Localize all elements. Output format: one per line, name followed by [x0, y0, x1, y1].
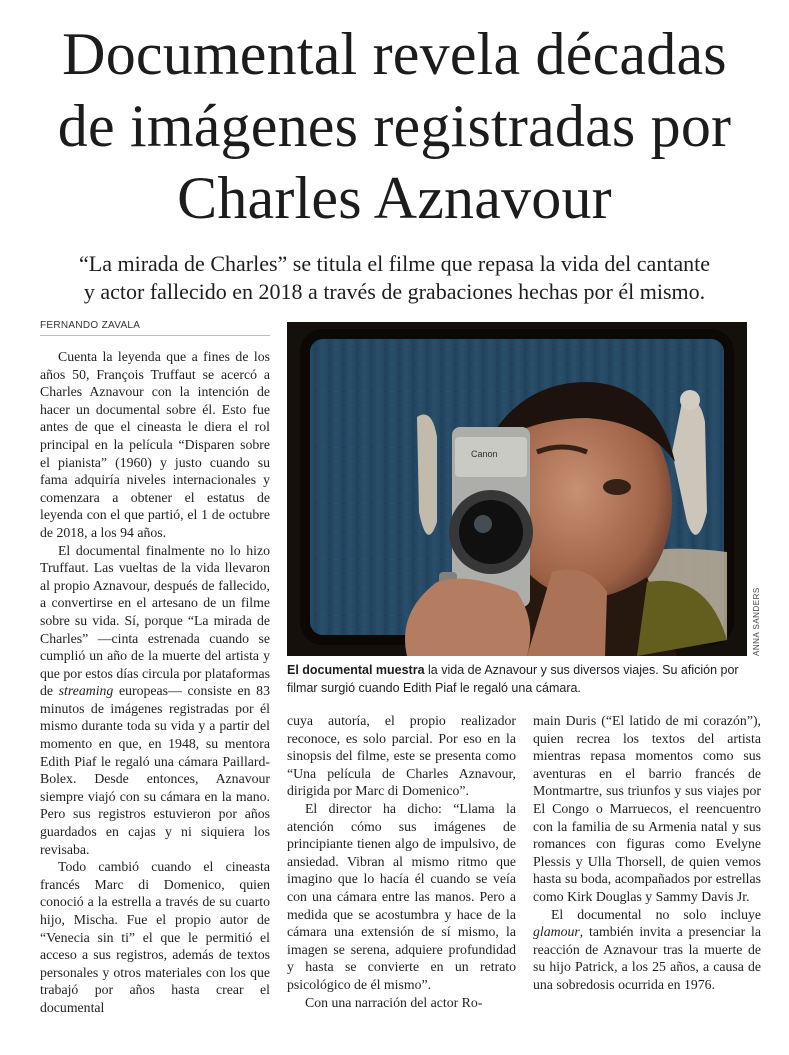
- caption-lead: El documental muestra: [287, 663, 425, 677]
- camera-brand-label: Canon: [471, 449, 498, 459]
- paragraph-text: Cuenta la leyenda que a fines de los años 50, François Truffaut se acercó a Charles Aznavour con la intención de hacer un documental sobre él. Esto fue antes de que el cineasta le diera el rol principal en la película “Disparen sobre el pianista” (1960) y justo cuando su fama adquiría niveles internacionales y comenzara a obtener el estatus de leyenda con el que partió, el 1 de octubre de 2018, a los 94 años.: [40, 349, 270, 540]
- paragraph-text: Todo cambió cuando el cineasta francés Marc di Domenico, quien conoció a la estrella a través de su cuarto hijo, Mischa. Fue el propio autor de “Venecia sin ti” el que le permitió el acceso a sus registros, además de textos personales y otros materiales con los que trabajó por años hasta crear el documental: [40, 859, 270, 1015]
- paragraph-text: cuya autoría, el propio realizador reconoce, es solo parcial. Por eso en la sinopsis del filme, este se presenta como “Una película de Charles Aznavour, dirigida por Marc di Domenico”.: [287, 713, 516, 799]
- paragraph-text: , también invita a presenciar la reacción de Aznavour tras la muerte de su hijo Patrick, a los 25 años, a causa de una sobredosis ocurrida en 1976.: [533, 924, 761, 992]
- caption-text: la vida de Aznavour y sus diversos viajes. Su afición por filmar surgió cuando Edith Piaf le regaló una cámara.: [287, 663, 739, 695]
- subheadline: [30, 250, 759, 306]
- article-column-1: [40, 348, 270, 1017]
- article-column-2: [287, 712, 516, 1011]
- headline: [20, 18, 769, 234]
- paragraph-text: El director ha dicho: “Llama la atención cómo sus imágenes de principiante tienen algo de impulsivo, de ansiedad. Vibran al mismo ritmo que imagino que lo hacía él cuando se veía con una cámara entre las manos. Pero a medida que se acostumbra y hace de la cámara una extensión de sí mismo, la imagen se serena, adquiere profundidad y hasta se convierte en un retrato psicológico de él mismo”.: [287, 800, 516, 992]
- article-column-3: [533, 712, 761, 994]
- subheadline-line: y actor fallecido en 2018 a través de grabaciones hechas por él mismo.: [83, 279, 706, 304]
- paragraph-italic: streaming: [58, 683, 114, 699]
- article-paragraph: [40, 858, 270, 1016]
- paragraph-text: El documental finalmente no lo hizo Truffaut. Las vueltas de la vida llevaron al propio Aznavour, después de fallecido, a convertirse en el artesano de un filme sobre su vida. Sí, porque “La mirada de Charles” —cinta estrenada cuando se cumplió un año de la muerte del artista y que por estos días circula por plataformas de: [40, 542, 270, 699]
- article-paragraph: [40, 542, 270, 859]
- article-paragraph: [287, 994, 516, 1012]
- article-paragraph: [287, 800, 516, 994]
- paragraph-text: Con una narración del actor Ro-: [305, 994, 483, 1010]
- article-paragraph: [40, 348, 270, 542]
- headline-line: de imágenes registradas por: [57, 93, 732, 159]
- article-paragraph: [533, 906, 761, 994]
- article-photo: [287, 322, 747, 656]
- paragraph-text: europeas— consiste en 83 minutos de imágenes registradas por él mismo durante toda su vida y a partir del momento en que, en 1948, su mentora Edith Piaf le regaló una cámara Paillard-Bolex. Desde entonces, Aznavour siempre viajó con su cámara en la mano. Pero sus registros estuvieron por años guardados en cajas y ni siquiera los revisaba.: [40, 683, 270, 857]
- article-paragraph: [287, 712, 516, 800]
- photo-illustration: [287, 322, 747, 656]
- photo-credit: ANNA SANDERS: [752, 587, 761, 656]
- paragraph-text: El documental no solo incluye: [551, 906, 761, 922]
- paragraph-italic: glamour: [533, 924, 580, 940]
- headline-line: Documental revela décadas: [62, 21, 727, 87]
- article-paragraph: [533, 712, 761, 906]
- subheadline-line: “La mirada de Charles” se titula el filme que repasa la vida del cantante: [79, 251, 710, 276]
- byline: FERNANDO ZAVALA: [40, 320, 270, 336]
- paragraph-text: main Duris (“El latido de mi corazón”), quien recrea los textos del artista mientras repasa momentos como sus aventuras en el barrio francés de Montmartre, sus triunfos y sus viajes por El Congo o Marruecos, el reencuentro con la familia de su Armenia natal y sus romances con figuras como Evelyne Plessis y Ulla Thorsell, de quien vemos hasta su boda, acompañados por estrellas como Kirk Douglas y Sammy Davis Jr.: [533, 713, 761, 904]
- headline-line: Charles Aznavour: [177, 165, 612, 231]
- photo-caption: [287, 661, 763, 697]
